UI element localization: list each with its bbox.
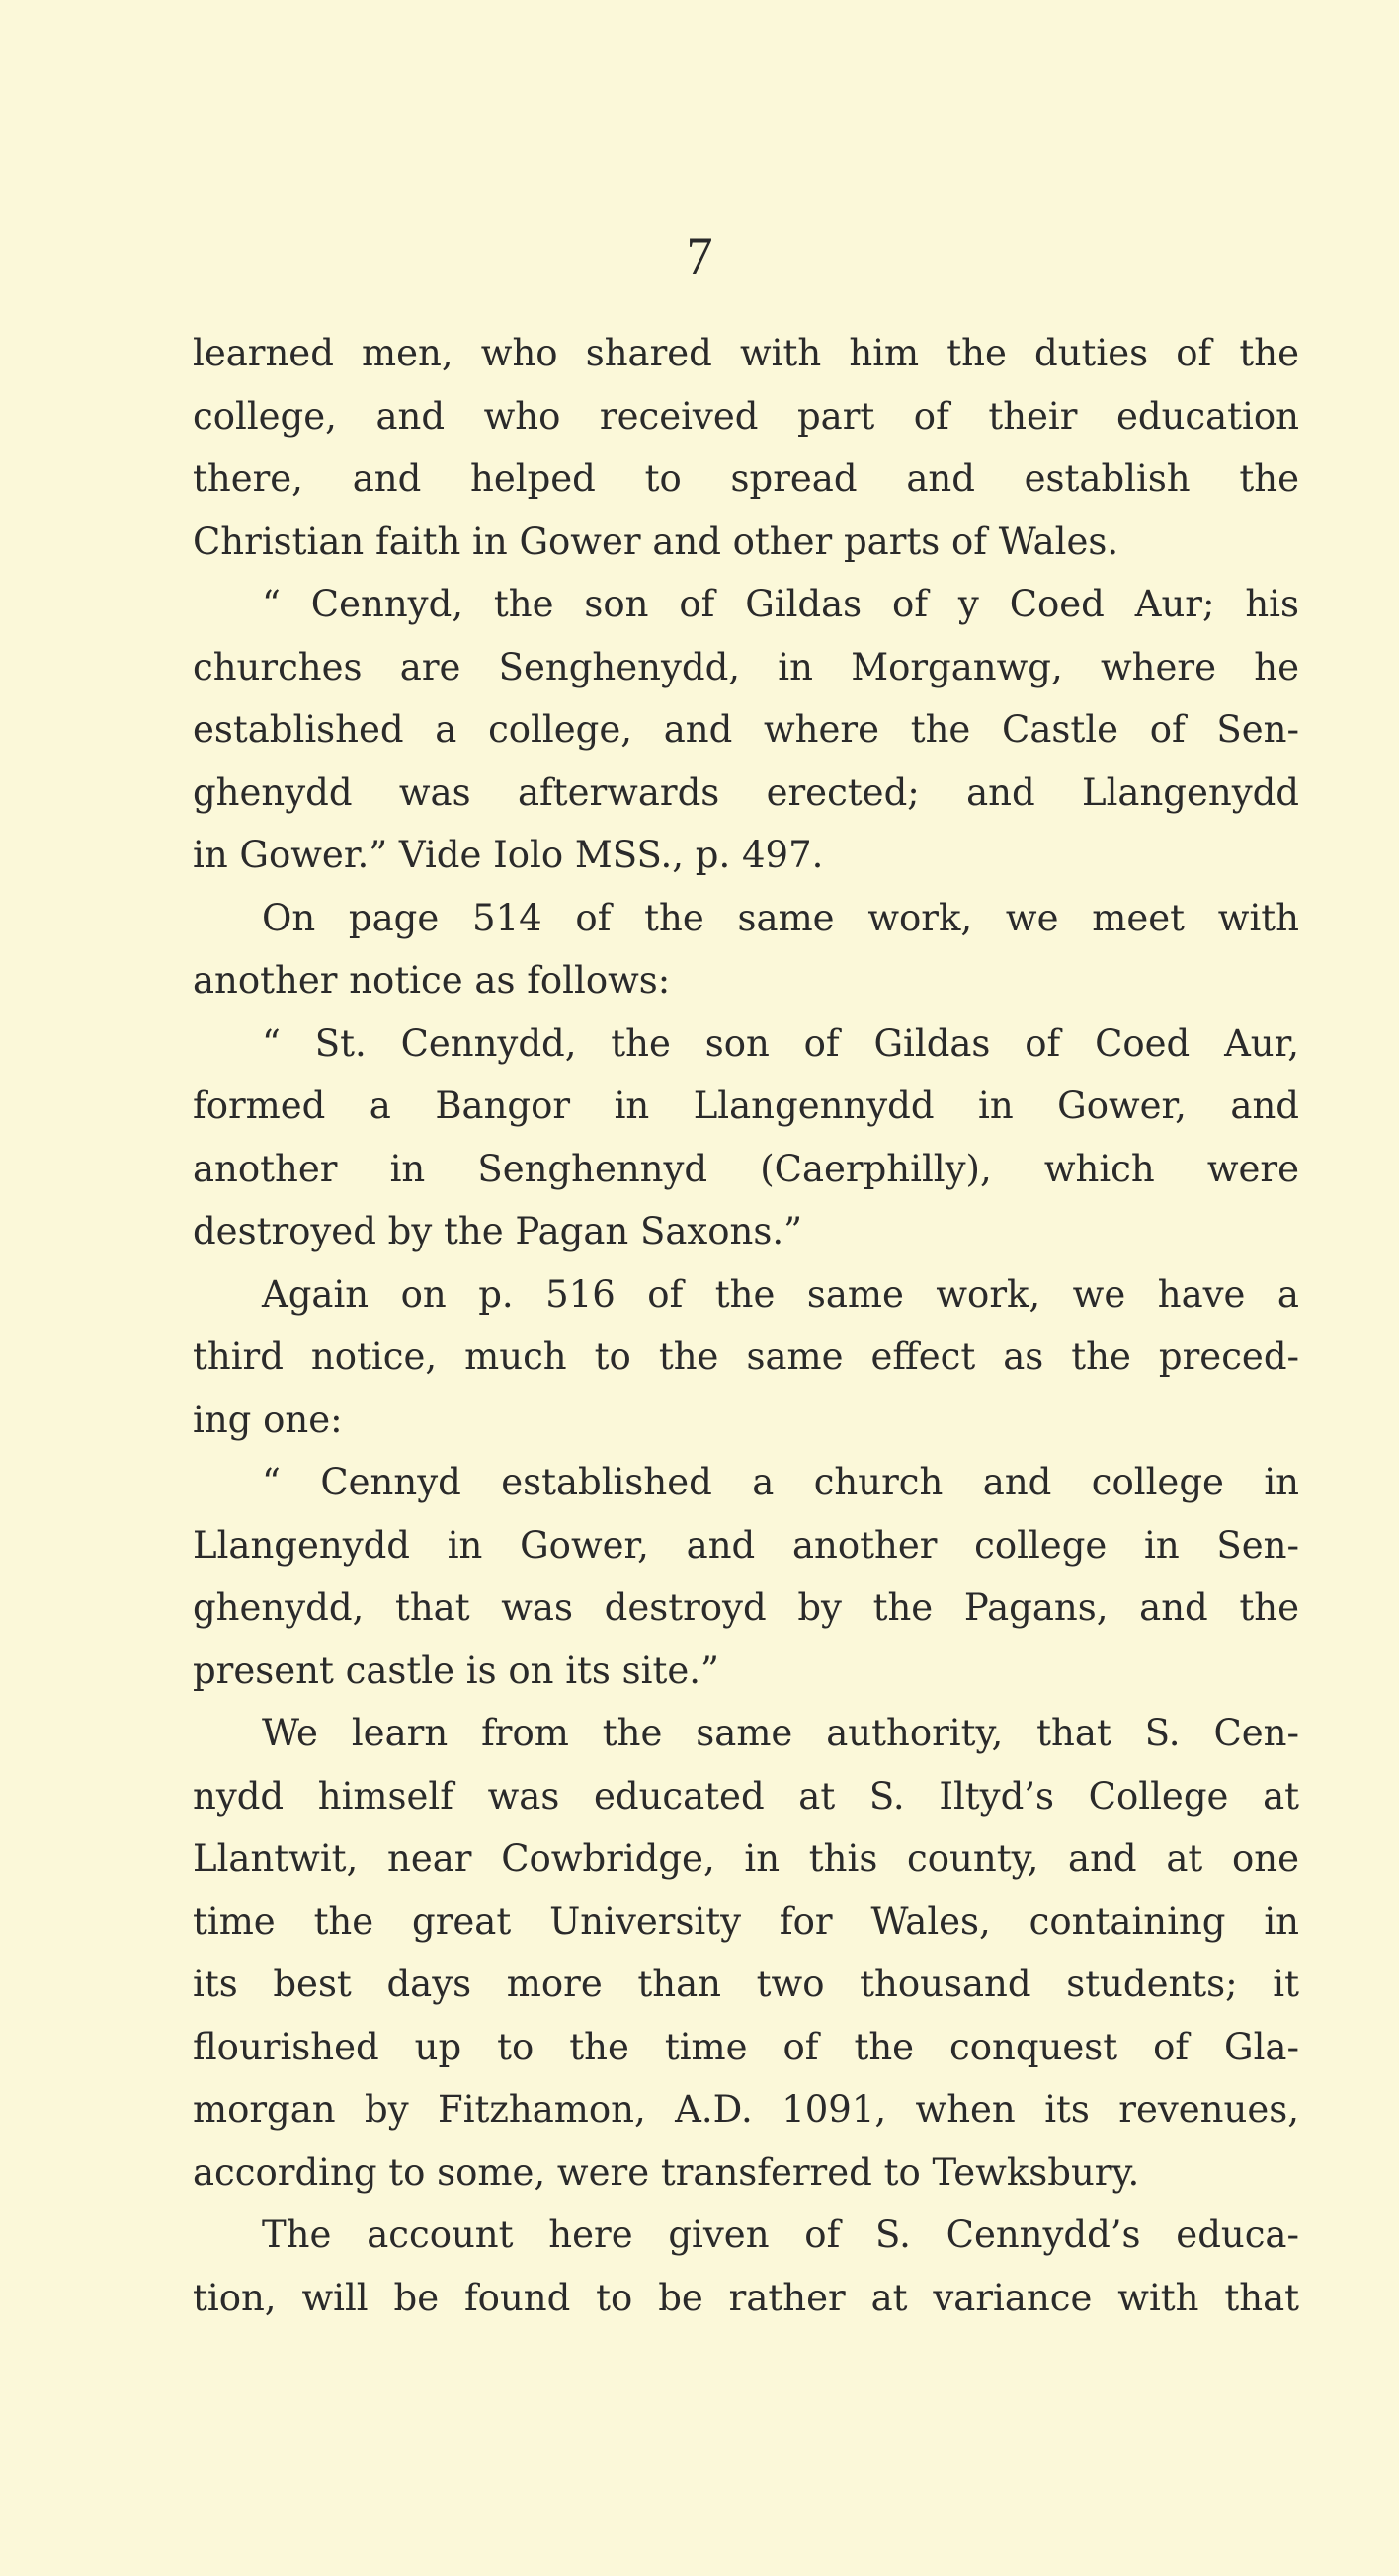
text-line: nydd himself was educated at S. Iltyd’s College at (193, 1774, 1299, 1817)
text-line: “ Cennyd established a church and college in (262, 1461, 1299, 1503)
text-line: another in Senghennyd (Caerphilly), which were (193, 1147, 1299, 1190)
text-line: Christian faith in Gower and other parts of Wales. (193, 520, 1119, 563)
text-line: ghenydd, that was destroyd by the Pagans, and the (193, 1586, 1299, 1629)
text-line: learned men, who shared with him the duties of the (193, 332, 1299, 374)
text-line: ing one: (193, 1398, 343, 1441)
text-line: The account here given of S. Cennydd’s educa- (262, 2214, 1299, 2256)
text-line: morgan by Fitzhamon, A.D. 1091, when its revenues, (193, 2088, 1299, 2131)
text-line: Llantwit, near Cowbridge, in this county, and at one (193, 1837, 1299, 1880)
text-line: “ Cennyd, the son of Gildas of y Coed Aur; his (262, 583, 1299, 625)
text-line: On page 514 of the same work, we meet with (262, 896, 1299, 939)
text-line: there, and helped to spread and establish the (193, 457, 1299, 500)
page-number: 7 (686, 226, 713, 285)
text-line: college, and who received part of their education (193, 394, 1299, 438)
text-line: time the great University for Wales, containing in (193, 1899, 1299, 1943)
text-line: present castle is on its site.” (193, 1649, 719, 1692)
text-line: ghenydd was afterwards erected; and Llangenydd (193, 770, 1299, 814)
text-line: destroyed by the Pagan Saxons.” (193, 1210, 803, 1252)
text-line: flourished up to the time of the conquest of Gla- (193, 2025, 1299, 2068)
text-line: its best days more than two thousand students; it (193, 1963, 1299, 2005)
text-line: Again on p. 516 of the same work, we have a (262, 1272, 1299, 1316)
text-line: according to some, were transferred to Tewksbury. (193, 2150, 1140, 2194)
text-line: in Gower.” Vide Iolo MSS., p. 497. (193, 834, 824, 876)
text-line: churches are Senghenydd, in Morganwg, where he (193, 645, 1299, 688)
text-line: formed a Bangor in Llangennydd in Gower, and (193, 1085, 1299, 1127)
text-line: established a college, and where the Castle of Sen- (193, 708, 1299, 751)
text-line: another notice as follows: (193, 959, 671, 1002)
text-line: tion, will be found to be rather at variance with that (193, 2276, 1299, 2319)
text-line: third notice, much to the same effect as the preced- (193, 1335, 1299, 1378)
text-line: “ St. Cennydd, the son of Gildas of Coed Aur, (262, 1021, 1299, 1065)
text-line: Llangenydd in Gower, and another college in Sen- (193, 1523, 1299, 1567)
text-line: We learn from the same authority, that S. Cen- (262, 1712, 1299, 1754)
body-text (193, 322, 1299, 2329)
